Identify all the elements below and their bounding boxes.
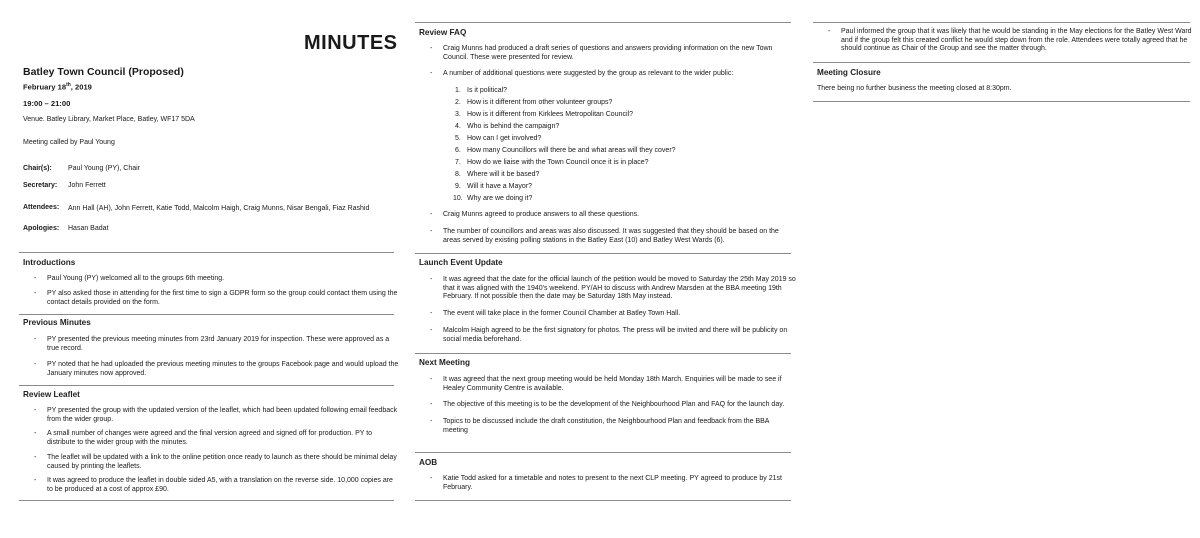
- bullet: -: [430, 327, 433, 334]
- list-item: Malcolm Haigh agreed to be the first signatory for photos. The press will be invited and there will be publicity on social media beforehand.: [443, 327, 788, 343]
- bullet: -: [430, 475, 433, 482]
- minutes-page-2: [400, 0, 800, 538]
- date-suffix: th: [66, 82, 71, 88]
- bullet: -: [430, 211, 433, 218]
- question-text: Will it have a Mayor?: [467, 183, 532, 190]
- question-number: 1.: [455, 87, 461, 94]
- bullet: -: [34, 477, 37, 484]
- section-heading-review-leaflet: Review Leaflet: [23, 390, 80, 399]
- attendees-value: Ann Hall (AH), John Ferrett, Katie Todd, Malcolm Haigh, Craig Munns, Nisar Bengali, Fiaz Rashid: [68, 205, 370, 212]
- bullet: -: [430, 276, 433, 283]
- called-by: Meeting called by Paul Young: [23, 139, 115, 146]
- bullet: -: [430, 228, 433, 235]
- section-heading-launch-event: Launch Event Update: [419, 258, 503, 267]
- question-text: Why are we doing it?: [467, 195, 533, 202]
- list-item: PY also asked those in attending for the first time to sign a GDPR form so the group could contact them using the contact details provided on the form.: [47, 290, 398, 306]
- minutes-page-1: [0, 0, 400, 538]
- question-text: How can I get involved?: [467, 135, 542, 142]
- divider: [813, 62, 1190, 63]
- list-item: Paul Young (PY) welcomed all to the groups 6th meeting.: [47, 275, 225, 282]
- question-number: 2.: [455, 99, 461, 106]
- question-number: 3.: [455, 111, 461, 118]
- list-item: A number of additional questions were suggested by the group as relevant to the wider public:: [443, 70, 734, 77]
- section-heading-next-meeting: Next Meeting: [419, 358, 470, 367]
- divider: [19, 500, 394, 501]
- attendees-label: Attendees:: [23, 204, 60, 211]
- section-heading-aob: AOB: [419, 458, 438, 467]
- bullet: -: [34, 430, 37, 437]
- minutes-page-3: [800, 0, 1200, 538]
- bullet: -: [430, 376, 433, 383]
- secretary-value: John Ferrett: [68, 182, 106, 189]
- list-item: PY presented the group with the updated version of the leaflet, which had been updated following email feedback from the wider group.: [47, 407, 398, 423]
- divider: [813, 22, 1190, 23]
- secretary-label: Secretary:: [23, 182, 58, 189]
- date-year: , 2019: [70, 82, 92, 92]
- divider: [415, 452, 791, 453]
- question-text: How many Councillors will there be and what areas will they cover?: [467, 147, 676, 154]
- question-number: 5.: [455, 135, 461, 142]
- list-item: Craig Munns agreed to produce answers to all these questions.: [443, 211, 640, 218]
- list-item: PY noted that he had uploaded the previous meeting minutes to the groups Facebook page and would upload the January minutes now approved.: [47, 361, 399, 377]
- divider: [19, 385, 394, 386]
- question-text: Who is behind the campaign?: [467, 123, 560, 130]
- question-text: How do we liaise with the Town Council once it is in place?: [467, 159, 649, 166]
- bullet: -: [34, 336, 37, 343]
- bullet: -: [430, 45, 433, 52]
- divider: [415, 353, 791, 354]
- bullet: -: [34, 454, 37, 461]
- bullet: -: [430, 70, 433, 77]
- venue: Venue. Batley Library, Market Place, Batley, WF17 5DA: [23, 116, 195, 123]
- list-item: Paul informed the group that it was likely that he would be standing in the May elections for the Batley West Ward and if the group felt this created conflict he would step down from the role. Attendees were totally agreed that he should continue as Chair of the Group and see the matter through.: [841, 28, 1192, 53]
- question-number: 9.: [455, 183, 461, 190]
- divider: [813, 101, 1190, 102]
- list-item: PY presented the previous meeting minutes from 23rd January 2019 for inspection. These were approved as a true record.: [47, 336, 390, 352]
- closure-text: There being no further business the meeting closed at 8:30pm.: [817, 85, 1012, 92]
- list-item: Katie Todd asked for a timetable and notes to present to the next CLP meeting. PY agreed to produce by 21st February.: [443, 475, 782, 491]
- divider: [415, 22, 791, 23]
- question-text: Is it political?: [467, 87, 508, 94]
- list-item: The leaflet will be updated with a link to the online petition once ready to launch as there should be minimal delay caused by printing the leaflets.: [47, 454, 397, 470]
- date-prefix: February 18: [23, 82, 67, 92]
- section-heading-previous-minutes: Previous Minutes: [23, 318, 91, 327]
- list-item: A small number of changes were agreed and the final version agreed and signed off for production. PY to distribute to the wider group with the minutes.: [47, 430, 373, 446]
- question-number: 7.: [455, 159, 461, 166]
- meeting-date: [23, 82, 92, 92]
- council-name: Batley Town Council (Proposed): [23, 66, 184, 78]
- question-text: How is it different from Kirklees Metropolitan Council?: [467, 111, 633, 118]
- list-item: It was agreed to produce the leaflet in double sided A5, with a translation on the reverse side. 10,000 copies are to be produced at a cost of approx £90.: [47, 477, 393, 493]
- apologies-label: Apologies:: [23, 225, 60, 232]
- apologies-value: Hasan Badat: [68, 225, 109, 232]
- bullet: -: [430, 310, 433, 317]
- section-heading-review-faq: Review FAQ: [419, 28, 467, 37]
- list-item: Craig Munns had produced a draft series of questions and answers providing information on the new Town Council. These were presented for review.: [443, 45, 773, 61]
- question-number: 8.: [455, 171, 461, 178]
- bullet: -: [34, 275, 37, 282]
- bullet: -: [34, 407, 37, 414]
- document-title: MINUTES: [304, 32, 398, 54]
- bullet: -: [430, 401, 433, 408]
- question-text: How is it different from other volunteer groups?: [467, 99, 613, 106]
- chairs-value: Paul Young (PY), Chair: [68, 165, 140, 172]
- list-item: It was agreed that the date for the official launch of the petition would be moved to Saturday the 25th May 2019 so that it was aligned with the 1940's weekend. PY/AH to discuss with Andrew Marsden at the BBA meeting 19th February. If not possible then the date may be Saturday 18th May instead.: [443, 276, 796, 301]
- divider: [415, 253, 791, 254]
- question-number: 6.: [455, 147, 461, 154]
- section-heading-introductions: Introductions: [23, 258, 76, 267]
- bullet: -: [828, 28, 831, 35]
- bullet: -: [430, 418, 433, 425]
- divider: [415, 500, 791, 501]
- list-item: Topics to be discussed include the draft constitution, the Neighbourhood Plan and feedback from the BBA meeting: [443, 418, 770, 434]
- question-number: 4.: [455, 123, 461, 130]
- list-item: It was agreed that the next group meeting would be held Monday 18th March. Enquiries will be made to see if Healey Community Centre is available.: [443, 376, 782, 392]
- list-item: The objective of this meeting is to be the development of the Neighbourhood Plan and FAQ for the launch day.: [443, 401, 785, 408]
- divider: [19, 252, 394, 253]
- bullet: -: [34, 361, 37, 368]
- divider: [19, 314, 394, 315]
- section-heading-meeting-closure: Meeting Closure: [817, 68, 881, 77]
- chairs-label: Chair(s):: [23, 165, 52, 172]
- meeting-time: 19:00 – 21:00: [23, 99, 71, 108]
- list-item: The event will take place in the former Council Chamber at Batley Town Hall.: [443, 310, 681, 317]
- question-number: 10.: [453, 195, 463, 202]
- question-text: Where will it be based?: [467, 171, 540, 178]
- bullet: -: [34, 290, 37, 297]
- list-item: The number of councillors and areas was also discussed. It was suggested that they should be based on the areas served by existing polling stations in the Batley East (10) and Batley West Wards (6).: [443, 228, 779, 244]
